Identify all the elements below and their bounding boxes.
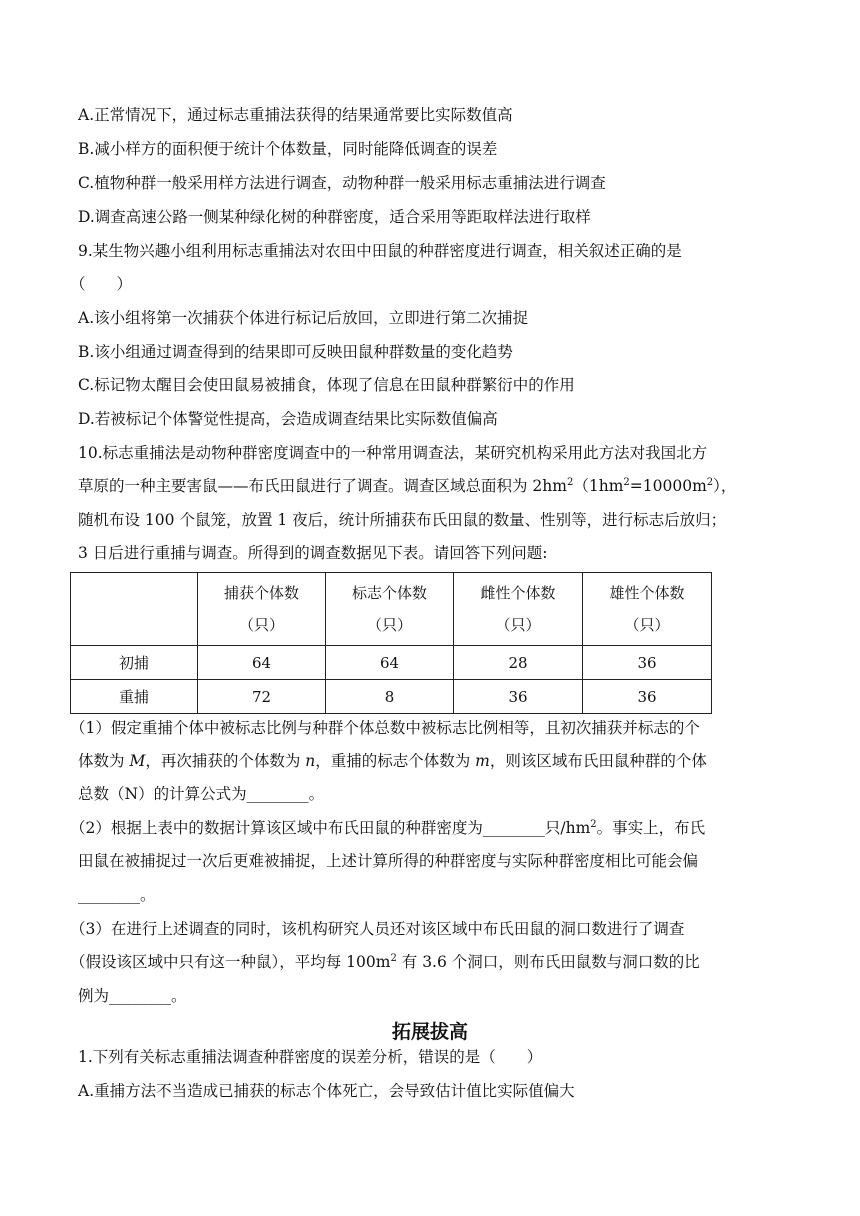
ext-q1-option-a: A.重捕方法不当造成已捕获的标志个体死亡，会导致估计值比实际值偏大 [78,1082,575,1100]
table-cell: 64 [326,646,454,680]
table-cell: 初捕 [71,646,198,680]
sub1-line-2: 体数为 M，再次捕获的个体数为 n，重捕的标志个体数为 m，则该区域布氏田鼠种群的个体 [78,752,707,770]
sub2-line-3: ________。 [78,886,156,904]
q9-option-a: A.该小组将第一次捕获个体进行标记后放回，立即进行第二次捕捉 [78,309,529,327]
table-row [71,646,712,680]
q10-line-3: 随机布设 100 个鼠笼，放置 1 夜后，统计所捕获布氏田鼠的数量、性别等，进行标志后放归； [78,511,727,529]
sub3-line-3: 例为________。 [78,987,187,1005]
q8-option-a: A.正常情况下，通过标志重捕法获得的结果通常要比实际数值高 [78,106,513,124]
table-cell: 64 [198,646,326,680]
q9-option-d: D.若被标记个体警觉性提高，会造成调查结果比实际数值偏高 [78,410,498,428]
q9-option-b: B.该小组通过调查得到的结果即可反映田鼠种群数量的变化趋势 [78,343,513,361]
q10-line-4: 3 日后进行重捕与调查。所得到的调查数据见下表。请回答下列问题: [78,544,548,562]
table-cell: 重捕 [71,680,198,714]
q8-option-b: B.减小样方的面积便于统计个体数量，同时能降低调查的误差 [78,140,498,158]
table-header-cell: 雌性个体数 （只） [454,573,583,646]
q8-option-c: C.植物种群一般采用样方法进行调查，动物种群一般采用标志重捕法进行调查 [78,174,606,192]
table-header-cell: 捕获个体数 （只） [198,573,326,646]
table-cell: 72 [198,680,326,714]
q8-option-d: D.调查高速公路一侧某种绿化树的种群密度，适合采用等距取样法进行取样 [78,208,591,226]
table-cell: 36 [454,680,583,714]
sub2-line-1: （2）根据上表中的数据计算该区域中布氏田鼠的种群密度为________只$/hm^2$。事实上，布氏 [70,818,706,837]
table-cell: 36 [583,680,712,714]
sub2-line-2: 田鼠在被捕捉过一次后更难被捕捉，上述计算所得的种群密度与实际种群密度相比可能会偏 [78,852,699,870]
ext-q1-stem: 1.下列有关标志重捕法调查种群密度的误差分析，错误的是（ ） [78,1048,543,1066]
sub3-line-2: （假设该区域中只有这一种鼠），平均每 $100m^2$ 有 3.6 个洞口，则布氏田鼠数与洞口数的比 [70,952,700,971]
q9-answer-paren: （ ） [70,275,133,293]
q9-stem: 9.某生物兴趣小组利用标志重捕法对农田中田鼠的种群密度进行调查，相关叙述正确的是 [78,242,682,260]
sub3-line-1: （3）在进行上述调查的同时，该机构研究人员还对该区域中布氏田鼠的洞口数进行了调查 [70,920,685,938]
table-row [71,680,712,714]
q9-option-c: C.标记物太醒目会使田鼠易被捕食，体现了信息在田鼠种群繁衍中的作用 [78,376,575,394]
table-header-cell: 雄性个体数 （只） [583,573,712,646]
table-header-cell: 标志个体数 （只） [326,573,454,646]
section-title: 拓展拔高 [391,1021,468,1043]
table-cell: 28 [454,646,583,680]
sub1-line-3: 总数（N）的计算公式为________。 [78,785,325,803]
table-cell: 36 [583,646,712,680]
q10-line-2: 草原的一种主要害鼠——布氏田鼠进行了调查。调查区域总面积为 $2hm^2(1hm^2=10000m^2)$， [78,476,737,495]
table-header-cell [71,573,198,646]
q10-line-1: 10.标志重捕法是动物种群密度调查中的一种常用调查法，某研究机构采用此方法对我国北方 [78,444,708,462]
capture-data-table [70,572,712,714]
table-cell: 8 [326,680,454,714]
sub1-line-1: （1）假定重捕个体中被标志比例与种群个体总数中被标志比例相等，且初次捕获并标志的个 [70,719,700,737]
table-header-row [71,573,712,646]
